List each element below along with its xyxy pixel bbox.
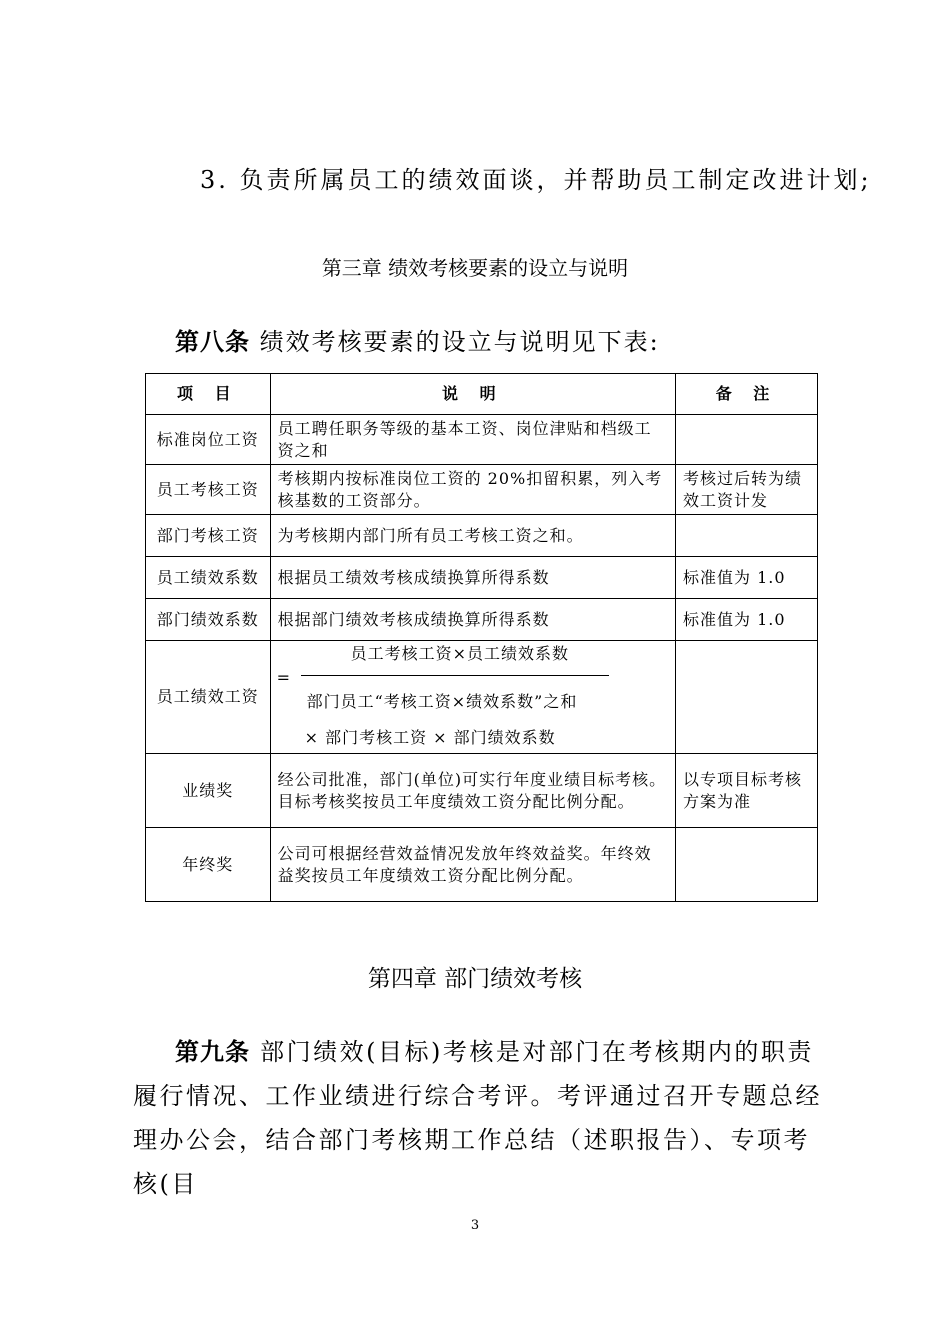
article-9-text: 部门绩效(目标)考核是对部门在考核期内的职责履行情况、工作业绩进行综合考评。考评通过召开专题总经理办公会，结合部门考核期工作总结（述职报告）、专项考核(目 <box>133 1038 822 1198</box>
table-header-row <box>146 374 818 415</box>
header-note: 备 注 <box>676 374 818 415</box>
fraction-bar <box>301 675 609 676</box>
list-item-3: 3. 负责所属员工的绩效面谈，并帮助员工制定改进计划; <box>200 166 872 194</box>
article-8 <box>175 322 660 357</box>
row-item: 部门考核工资 <box>146 515 271 557</box>
table-row <box>146 641 818 754</box>
row-description: 员工聘任职务等级的基本工资、岗位津贴和档级工资之和 <box>270 415 675 465</box>
row-item: 部门绩效系数 <box>146 599 271 641</box>
table-row <box>146 599 818 641</box>
row-item: 业绩奖 <box>146 754 271 828</box>
table-row <box>146 415 818 465</box>
article-9-label: 第九条 <box>175 1038 250 1066</box>
article-8-text: 绩效考核要素的设立与说明见下表: <box>250 328 660 356</box>
row-description: 根据部门绩效考核成绩换算所得系数 <box>270 599 675 641</box>
row-note <box>676 415 818 465</box>
article-8-label: 第八条 <box>175 328 250 356</box>
table-row <box>146 754 818 828</box>
table-row <box>146 465 818 515</box>
row-note: 标准值为 1.0 <box>676 557 818 599</box>
row-note <box>676 515 818 557</box>
formula-equals-sign: = <box>276 668 291 687</box>
performance-pay-formula <box>271 641 675 753</box>
row-item: 员工考核工资 <box>146 465 271 515</box>
row-description: 根据员工绩效考核成绩换算所得系数 <box>270 557 675 599</box>
row-note: 以专项目标考核方案为准 <box>676 754 818 828</box>
header-item: 项 目 <box>146 374 271 415</box>
row-description: 公司可根据经营效益情况发放年终效益奖。年终效益奖按员工年度绩效工资分配比例分配。 <box>270 828 675 902</box>
row-note <box>676 828 818 902</box>
table-row <box>146 515 818 557</box>
row-item: 员工绩效系数 <box>146 557 271 599</box>
row-item: 标准岗位工资 <box>146 415 271 465</box>
row-description: 考核期内按标准岗位工资的 20%扣留积累，列入考核基数的工资部分。 <box>270 465 675 515</box>
row-description: 为考核期内部门所有员工考核工资之和。 <box>270 515 675 557</box>
chapter-3-heading: 第三章 绩效考核要素的设立与说明 <box>321 256 629 280</box>
article-9 <box>133 1030 833 1206</box>
page-number: 3 <box>470 1218 480 1233</box>
row-description: 经公司批准，部门(单位)可实行年度业绩目标考核。目标考核奖按员工年度绩效工资分配比例分配。 <box>270 754 675 828</box>
table-row <box>146 557 818 599</box>
row-item: 员工绩效工资 <box>146 641 271 754</box>
row-note: 考核过后转为绩效工资计发 <box>676 465 818 515</box>
formula-multiplier: × 部门考核工资 × 部门绩效系数 <box>304 728 556 747</box>
row-formula-cell <box>270 641 675 754</box>
assessment-elements-table <box>145 373 818 902</box>
header-description: 说 明 <box>270 374 675 415</box>
formula-denominator: 部门员工“考核工资×绩效系数”之和 <box>306 692 578 711</box>
row-note <box>676 641 818 754</box>
row-item: 年终奖 <box>146 828 271 902</box>
chapter-4-heading: 第四章 部门绩效考核 <box>367 966 583 992</box>
formula-numerator: 员工考核工资×员工绩效系数 <box>350 644 570 663</box>
table-row <box>146 828 818 902</box>
row-note: 标准值为 1.0 <box>676 599 818 641</box>
